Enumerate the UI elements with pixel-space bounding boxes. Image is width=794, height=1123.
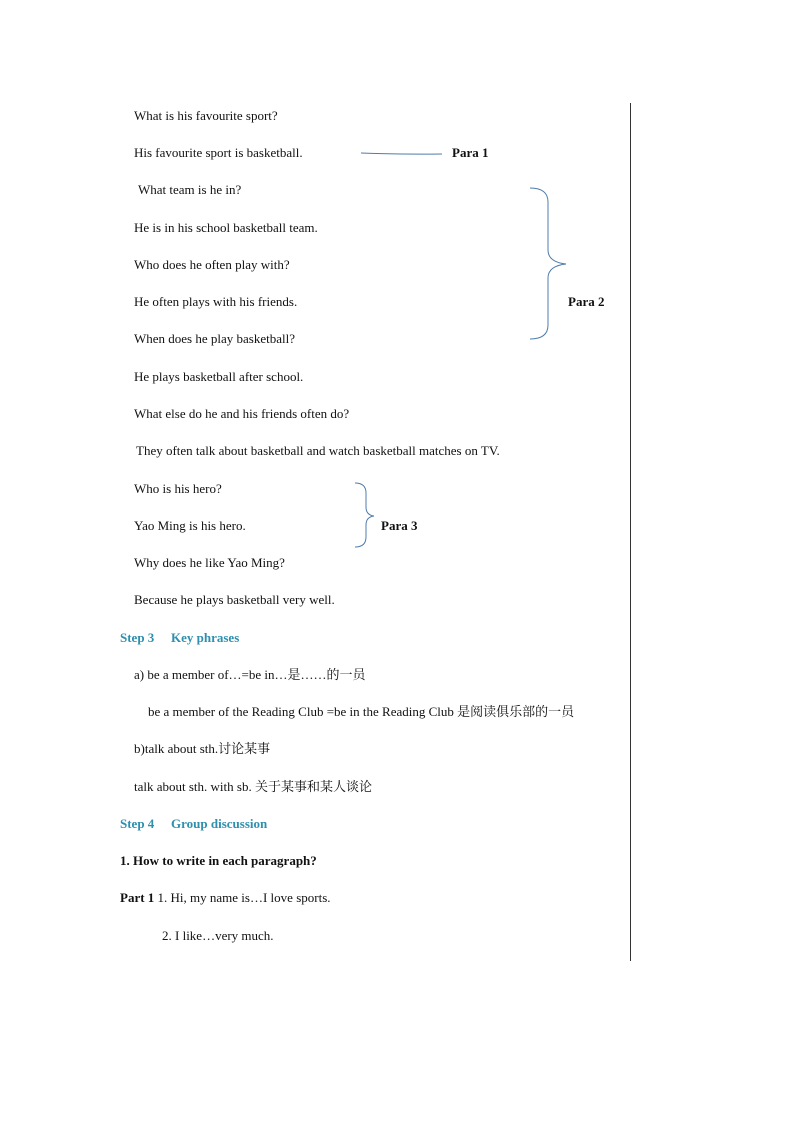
qa-line-6: He often plays with his friends. bbox=[134, 294, 298, 309]
qa-line-11: Who is his hero? bbox=[134, 481, 222, 496]
part-1-line-1 bbox=[120, 890, 331, 906]
key-phrase-a-example: be a member of the Reading Club =be in the Reading Club 是阅读俱乐部的一员 bbox=[148, 704, 575, 719]
qa-line-3: What team is he in? bbox=[138, 182, 242, 197]
step-3-label: Step 3 bbox=[120, 630, 155, 645]
qa-line-8: He plays basketball after school. bbox=[134, 369, 304, 384]
step-4-label: Step 4 bbox=[120, 816, 155, 831]
qa-line-5: Who does he often play with? bbox=[134, 257, 290, 272]
step-3-heading bbox=[120, 630, 239, 646]
qa-line-12: Yao Ming is his hero. bbox=[134, 518, 246, 533]
discussion-question: 1. How to write in each paragraph? bbox=[120, 853, 317, 868]
qa-line-4: He is in his school basketball team. bbox=[134, 220, 318, 235]
qa-line-1: What is his favourite sport? bbox=[134, 108, 278, 123]
part-1-sentence-2: 2. I like…very much. bbox=[162, 928, 274, 943]
para-1-connector-line bbox=[361, 153, 442, 154]
qa-line-10: They often talk about basketball and watch basketball matches on TV. bbox=[136, 443, 500, 458]
key-phrase-b-example: talk about sth. with sb. 关于某事和某人谈论 bbox=[134, 779, 372, 794]
key-phrase-b: b)talk about sth.讨论某事 bbox=[134, 741, 271, 756]
qa-line-9: What else do he and his friends often do? bbox=[134, 406, 350, 421]
qa-line-13: Why does he like Yao Ming? bbox=[134, 555, 285, 570]
key-phrase-a: a) be a member of…=be in…是……的一员 bbox=[134, 667, 366, 682]
qa-line-2: His favourite sport is basketball. bbox=[134, 145, 303, 160]
para-3-brace bbox=[355, 483, 374, 547]
para-2-brace bbox=[530, 188, 566, 339]
qa-line-14: Because he plays basketball very well. bbox=[134, 592, 335, 607]
part-1-sentence-1: 1. Hi, my name is…I love sports. bbox=[157, 890, 331, 905]
para-2-label: Para 2 bbox=[568, 294, 605, 309]
para-1-label: Para 1 bbox=[452, 145, 489, 160]
part-1-label: Part 1 bbox=[120, 890, 155, 905]
step-3-title: Key phrases bbox=[171, 630, 240, 645]
para-3-label: Para 3 bbox=[381, 518, 418, 533]
step-4-heading bbox=[120, 816, 267, 832]
step-4-title: Group discussion bbox=[171, 816, 268, 831]
qa-line-7: When does he play basketball? bbox=[134, 331, 295, 346]
